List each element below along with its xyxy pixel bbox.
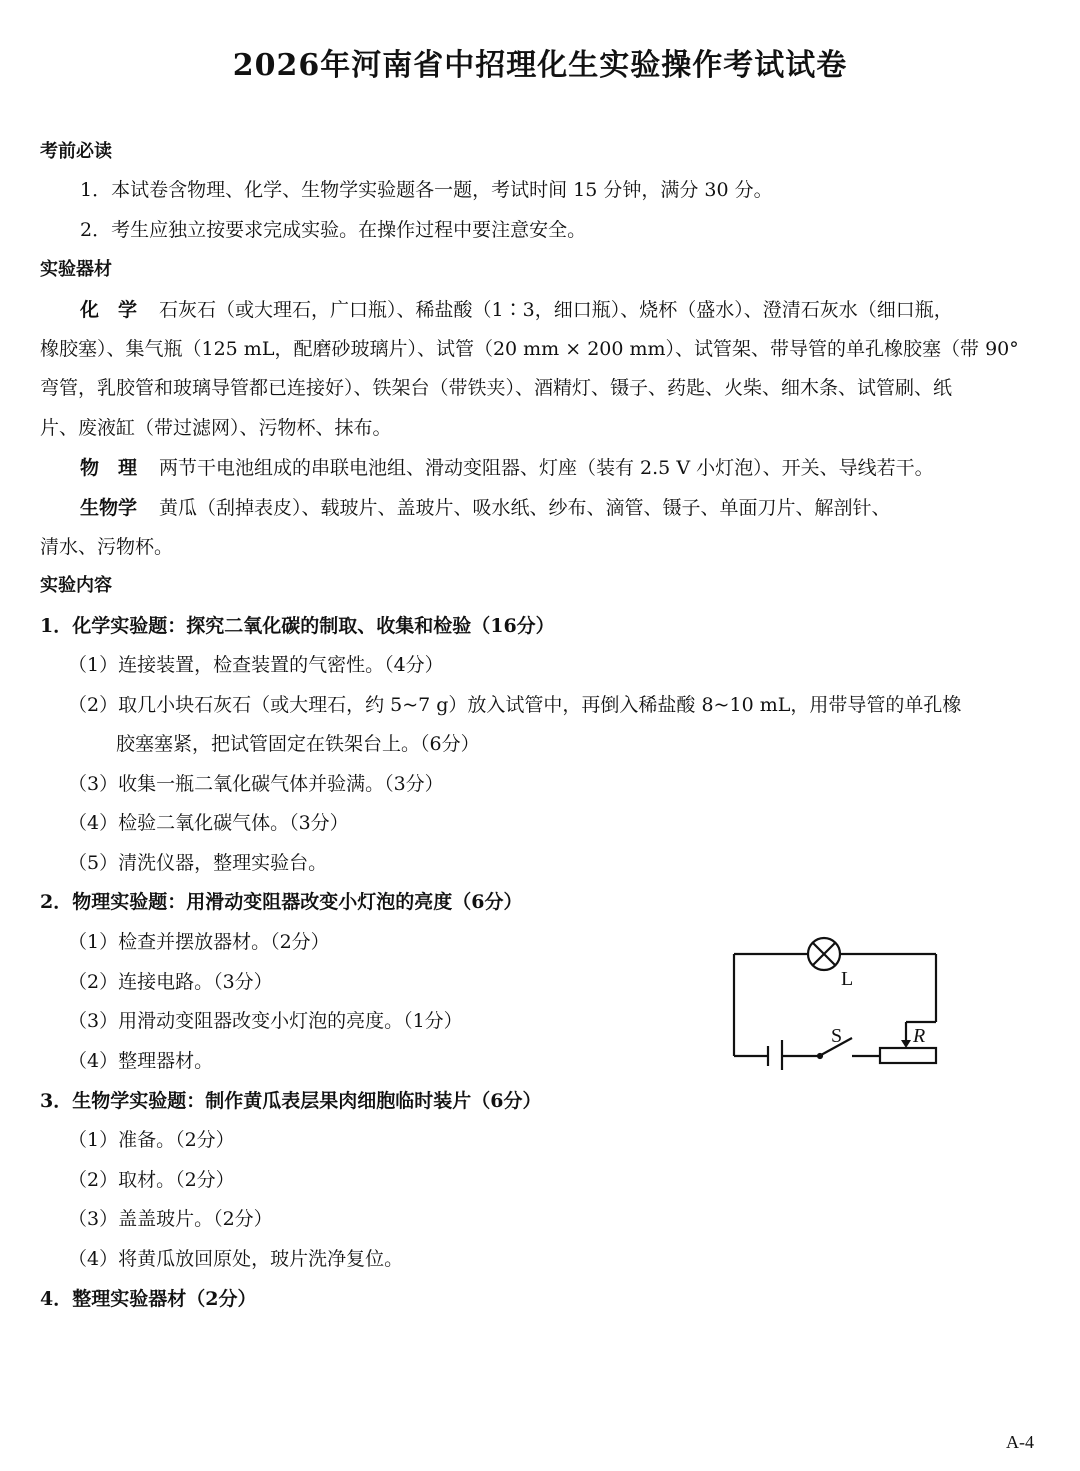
- question-3-title: 3．生物学实验题：制作黄瓜表层果肉细胞临时装片（6分）: [40, 1090, 542, 1112]
- chemistry-label: 化 学: [80, 299, 138, 321]
- content-heading: 实验内容: [40, 575, 112, 596]
- switch-label: S: [831, 1025, 843, 1047]
- chemistry-equipment-line: [80, 296, 953, 324]
- circuit-diagram: [730, 930, 945, 1070]
- notice-item: 2．考生应独立按要求完成实验。在操作过程中要注意安全。: [80, 219, 587, 241]
- question-2-step: （2）连接电路。（3分）: [68, 971, 273, 993]
- equipment-heading: 实验器材: [40, 259, 112, 280]
- page-number: A-4: [1006, 1432, 1034, 1452]
- chemistry-text: 橡胶塞）、集气瓶（125 mL，配磨砂玻璃片）、试管（20 mm × 200 mm）、试管架、带导管的单孔橡胶塞（带 90°: [40, 338, 1019, 360]
- physics-label: 物 理: [80, 457, 138, 479]
- question-3-step: （3）盖盖玻片。（2分）: [68, 1208, 273, 1230]
- chemistry-text: 片、废液缸（带过滤网）、污物杯、抹布。: [40, 417, 392, 439]
- question-1-step: （4）检验二氧化碳气体。（3分）: [68, 812, 349, 834]
- lamp-label: L: [841, 968, 854, 990]
- question-3-step: （4）将黄瓜放回原处，玻片洗净复位。: [68, 1248, 404, 1270]
- question-2-step: （1）检查并摆放器材。（2分）: [68, 931, 330, 953]
- physics-text: 两节干电池组成的串联电池组、滑动变阻器、灯座（装有 2.5 V 小灯泡）、开关、导线若干。: [159, 457, 934, 479]
- biology-label: 生物学: [80, 497, 138, 519]
- question-3-step: （1）准备。（2分）: [68, 1129, 235, 1151]
- question-2-title: 2．物理实验题：用滑动变阻器改变小灯泡的亮度（6分）: [40, 891, 523, 913]
- question-3-step: （2）取材。（2分）: [68, 1169, 235, 1191]
- biology-text: 清水、污物杯。: [40, 536, 174, 558]
- physics-equipment-line: [80, 454, 934, 482]
- biology-equipment-line: [80, 494, 891, 522]
- question-4-title: 4．整理实验器材（2分）: [40, 1288, 257, 1310]
- rheostat-label: R: [913, 1025, 926, 1047]
- question-1-step: 胶塞塞紧，把试管固定在铁架台上。（6分）: [116, 733, 480, 755]
- notice-item: 1．本试卷含物理、化学、生物学实验题各一题，考试时间 15 分钟，满分 30 分。: [80, 179, 773, 201]
- chemistry-text: 弯管，乳胶管和玻璃导管都已连接好）、铁架台（带铁夹）、酒精灯、镊子、药匙、火柴、细木条、试管刷、纸: [40, 377, 953, 399]
- rheostat-icon: [880, 1048, 936, 1063]
- page-title: 2026年河南省中招理化生实验操作考试试卷: [232, 48, 848, 83]
- question-1-step: （2）取几小块石灰石（或大理石，约 5~7 g）放入试管中，再倒入稀盐酸 8~10 mL，用带导管的单孔橡: [68, 694, 962, 716]
- question-2-step: （3）用滑动变阻器改变小灯泡的亮度。（1分）: [68, 1010, 463, 1032]
- slider-arrow-icon: [901, 1040, 911, 1048]
- question-1-step: （3）收集一瓶二氧化碳气体并验满。（3分）: [68, 773, 444, 795]
- biology-text: 黄瓜（刮掉表皮）、载玻片、盖玻片、吸水纸、纱布、滴管、镊子、单面刀片、解剖针、: [159, 497, 891, 519]
- chemistry-text: 石灰石（或大理石，广口瓶）、稀盐酸（1∶3，细口瓶）、烧杯（盛水）、澄清石灰水（细口瓶，: [159, 299, 953, 321]
- question-1-step: （1）连接装置，检查装置的气密性。（4分）: [68, 654, 444, 676]
- question-2-step: （4）整理器材。: [68, 1050, 214, 1072]
- question-1-title: 1．化学实验题：探究二氧化碳的制取、收集和检验（16分）: [40, 615, 555, 637]
- question-1-step: （5）清洗仪器，整理实验台。: [68, 852, 328, 874]
- notice-heading: 考前必读: [40, 141, 112, 162]
